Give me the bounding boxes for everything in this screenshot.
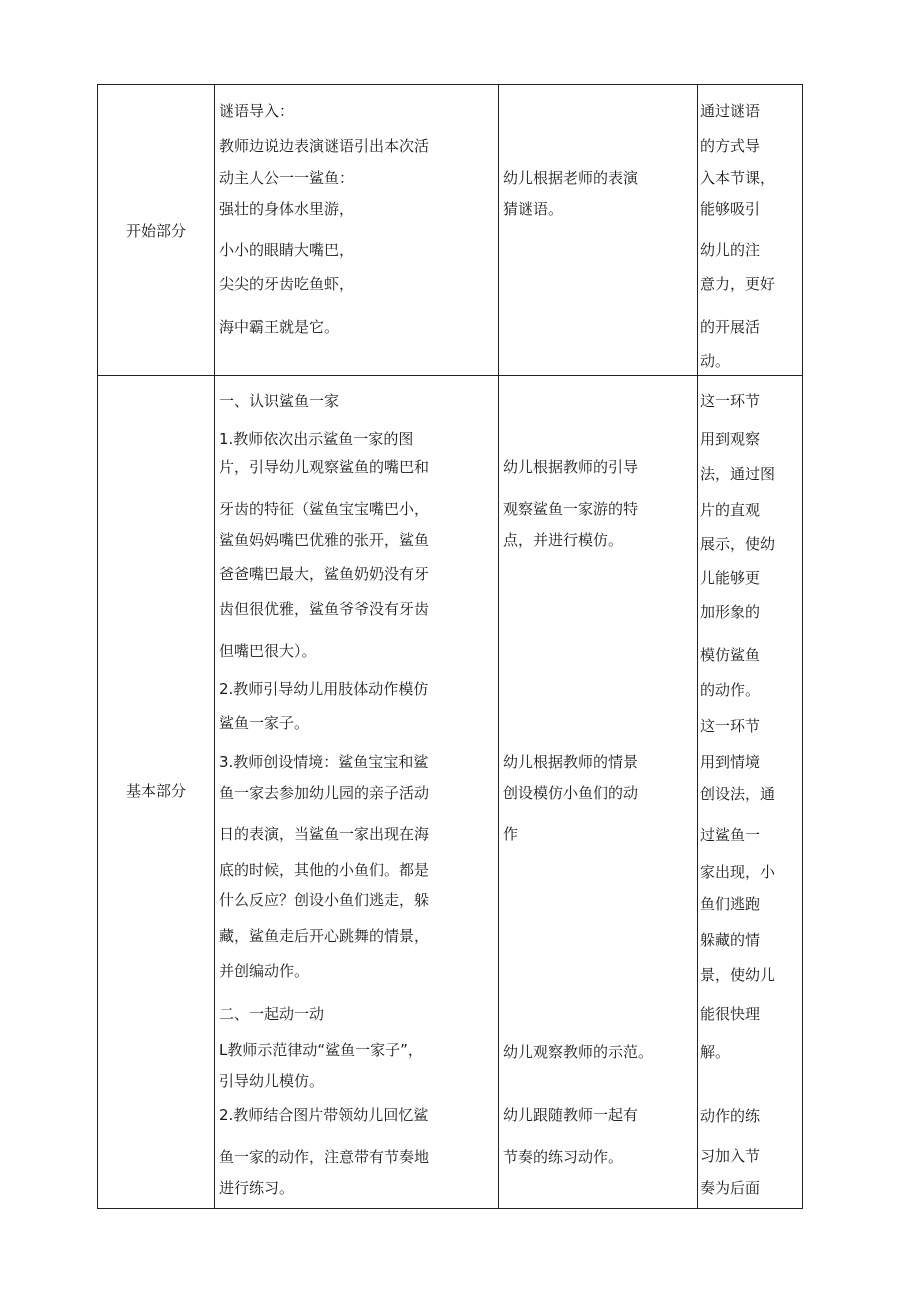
activity-line: 2.教师结合图片带领幼儿回忆鲨 [219,1106,429,1124]
purpose-line: 法，通过图 [700,465,776,483]
purpose-line: 能很快理 [700,1005,761,1023]
purpose-line: 这一环节 [700,717,761,735]
activity-line: 鱼一家去参加幼儿园的亲子活动 [219,784,430,802]
table-border-bottom [97,1208,803,1209]
table-border-left [97,84,98,1209]
purpose-line: 家出现，小 [700,863,776,881]
activity-line: 鱼一家的动作，注意带有节奏地 [219,1148,430,1166]
activity-line: 牙齿的特征（鲨鱼宝宝嘴巴小， [219,500,430,518]
activity-line: 但嘴巴很大）。 [219,642,317,660]
activity-line: 进行练习。 [219,1179,295,1197]
child-line: 幼儿跟随教师一起有 [503,1106,639,1124]
section-label-basic: 基本部分 [125,782,186,800]
activity-line: 藏，鲨鱼走后开心跳舞的情景， [219,927,430,945]
activity-line: L教师示范律动“鲨鱼一家子”， [219,1041,423,1059]
purpose-line: 加形象的 [700,603,761,621]
purpose-line: 用到情境 [700,753,761,771]
purpose-line: 鱼们逃跑 [700,895,761,913]
purpose-line: 解。 [700,1043,731,1061]
activity-line: 日的表演，当鲨鱼一家出现在海 [219,825,430,843]
activity-line: 鲨鱼妈妈嘴巴优雅的张开，鲨鱼 [219,531,430,549]
child-line: 幼儿根据教师的引导 [503,458,639,476]
activity-line: 底的时候，其他的小鱼们。都是 [219,861,430,879]
activity-line: 海中霸王就是它。 [219,318,340,336]
activity-line: 什么反应？创设小鱼们逃走，躲 [219,891,430,909]
child-line: 幼儿根据老师的表演 [503,169,639,187]
activity-line: 谜语导入： [219,102,295,120]
child-line: 幼儿根据教师的情景 [503,753,639,771]
child-line: 创设模仿小鱼们的动 [503,784,639,802]
purpose-line: 展示，使幼 [700,535,776,553]
activity-line: 尖尖的牙齿吃鱼虾， [219,275,355,293]
child-line: 幼儿观察教师的示范。 [503,1043,654,1061]
child-line: 作 [503,825,519,843]
child-line: 节奏的练习动作。 [503,1148,624,1166]
activity-line: 二、一起动一动 [219,1005,325,1023]
purpose-line: 动作的练 [700,1107,761,1125]
activity-line: 齿但很优雅，鲨鱼爷爷没有牙齿 [219,600,430,618]
table-border-right [802,84,803,1209]
activity-line: 1.教师依次出示鲨鱼一家的图 [219,430,414,448]
purpose-line: 景，使幼儿 [700,966,776,984]
purpose-line: 的动作。 [700,681,761,699]
purpose-line: 片的直观 [700,501,761,519]
purpose-line: 创设法，通 [700,785,776,803]
purpose-line: 通过谜语 [700,102,761,120]
activity-line: 2.教师引导幼儿用肢体动作模仿 [219,680,429,698]
table-divider-1 [214,84,215,1209]
purpose-line: 幼儿的注 [700,241,761,259]
purpose-line: 用到观察 [700,430,761,448]
purpose-line: 能够吸引 [700,200,761,218]
child-line: 猜谜语。 [503,200,564,218]
table-border-top [97,84,803,85]
activity-line: 鲨鱼一家子。 [219,714,310,732]
child-line: 观察鲨鱼一家游的特 [503,500,639,518]
purpose-line: 躲藏的情 [700,931,761,949]
purpose-line: 过鲨鱼一 [700,826,761,844]
purpose-line: 模仿鲨鱼 [700,646,761,664]
activity-line: 片，引导幼儿观察鲨鱼的嘴巴和 [219,458,430,476]
purpose-line: 儿能够更 [700,569,761,587]
activity-line: 动主人公一一鲨鱼： [219,169,355,187]
child-line: 点，并进行模仿。 [503,531,624,549]
purpose-line: 奏为后面 [700,1179,761,1197]
table-row-divider [97,375,803,376]
purpose-line: 意力，更好 [700,275,776,293]
activity-line: 小小的眼睛大嘴巴， [219,241,355,259]
table-divider-3 [697,84,698,1209]
purpose-line: 入本节课， [700,169,776,187]
activity-line: 3.教师创设情境：鲨鱼宝宝和鲨 [219,753,429,771]
purpose-line: 的开展活 [700,318,761,336]
section-label-start: 开始部分 [125,222,186,240]
purpose-line: 习加入节 [700,1147,761,1165]
activity-line: 一、认识鲨鱼一家 [219,392,340,410]
purpose-line: 这一环节 [700,392,761,410]
activity-line: 爸爸嘴巴最大，鲨鱼奶奶没有牙 [219,565,430,583]
lesson-plan-table [97,84,803,1209]
table-divider-2 [498,84,499,1209]
activity-line: 引导幼儿模仿。 [219,1072,325,1090]
purpose-line: 动。 [700,352,731,370]
activity-line: 教师边说边表演谜语引出本次活 [219,137,430,155]
activity-line: 并创编动作。 [219,962,310,980]
purpose-line: 的方式导 [700,137,761,155]
activity-line: 强壮的身体水里游， [219,200,355,218]
